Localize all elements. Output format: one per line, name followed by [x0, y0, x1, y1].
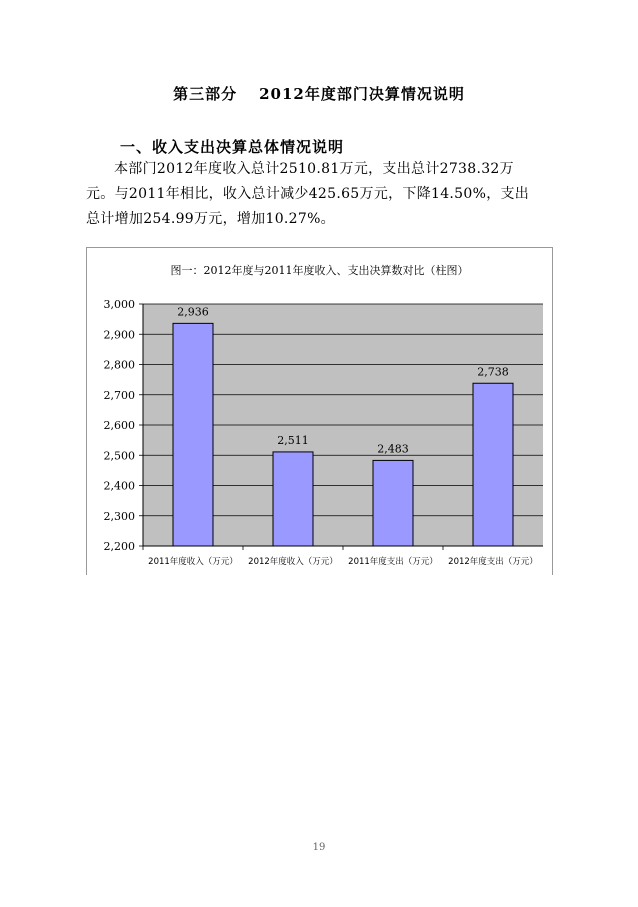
- bar-chart: [87, 248, 552, 575]
- y-tick-label: 2,900: [103, 328, 135, 342]
- chart-frame: [86, 247, 553, 575]
- x-category-label: 2012年度收入（万元）: [248, 557, 338, 567]
- summary-paragraph: [86, 157, 591, 232]
- y-tick-label: 2,200: [103, 540, 135, 553]
- y-tick-label: 2,500: [103, 449, 135, 463]
- bar: [273, 452, 313, 546]
- page-number: 19: [312, 842, 326, 853]
- page-title: [0, 83, 638, 104]
- data-label: 2,483: [377, 442, 409, 456]
- y-tick-label: 2,600: [103, 419, 135, 432]
- paragraph-line-1: 本部门2012年度收入总计2510.81万元，支出总计2738.32万: [114, 161, 514, 177]
- paragraph-line-3: 总计增加254.99万元，增加10.27%。: [86, 211, 335, 227]
- y-tick-label: 2,700: [103, 388, 135, 402]
- y-tick-label: 2,800: [103, 358, 135, 372]
- x-category-label: 2011年度收入（万元）: [148, 557, 238, 567]
- section-heading: 一、收入支出决算总体情况说明: [120, 138, 345, 156]
- y-tick-label: 2,400: [103, 479, 135, 493]
- y-tick-label: 2,300: [103, 509, 135, 523]
- y-tick-label: 3,000: [103, 298, 135, 311]
- chart-title: 图一：2012年度与2011年度收入、支出决算数对比（柱图）: [170, 264, 469, 277]
- data-label: 2,936: [177, 305, 209, 319]
- title-part: 第三部分: [173, 85, 238, 103]
- bar: [473, 383, 513, 546]
- data-label: 2,511: [277, 433, 309, 447]
- bar: [173, 323, 213, 546]
- bar: [373, 460, 413, 546]
- x-category-label: 2011年度支出（万元）: [348, 557, 438, 567]
- data-label: 2,738: [477, 365, 509, 379]
- paragraph-line-2: 元。与2011年相比，收入总计减少425.65万元，下降14.50%，支出: [86, 186, 530, 202]
- x-category-label: 2012年度支出（万元）: [448, 557, 538, 567]
- title-main: 2012年度部门决算情况说明: [259, 85, 465, 103]
